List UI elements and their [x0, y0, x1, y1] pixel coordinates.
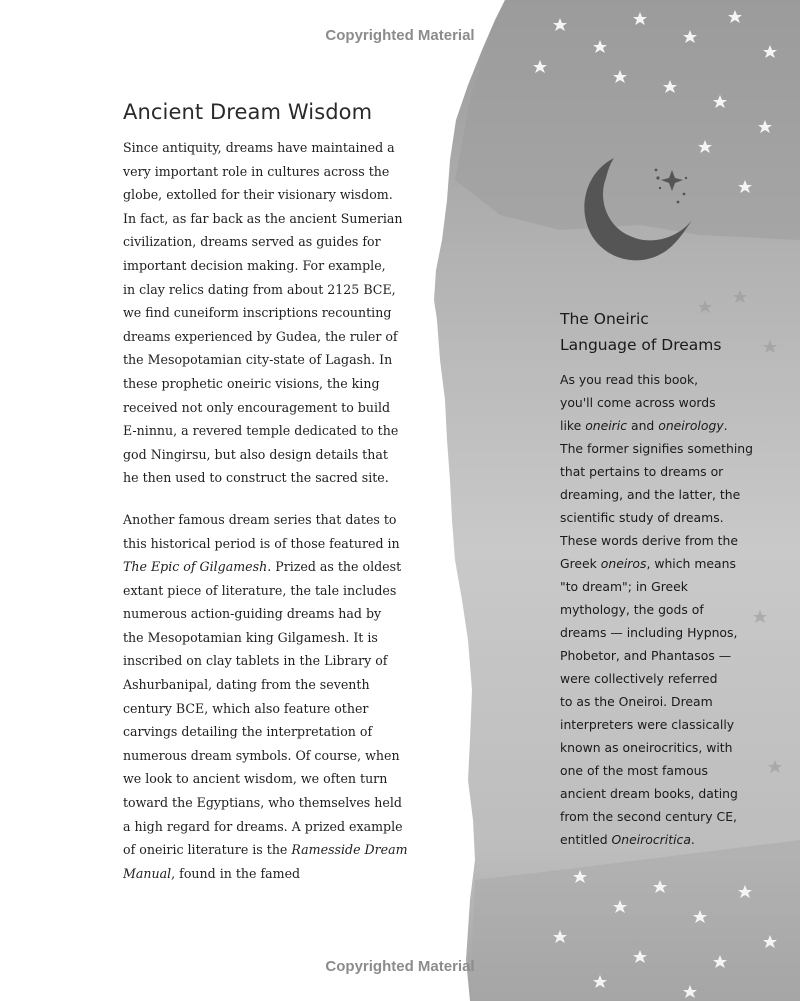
paragraph-1	[123, 136, 403, 490]
crescent-moon-icon	[574, 148, 698, 272]
text-line: toward the Egyptians, who themselves held	[123, 795, 402, 811]
text-line: numerous dream symbols. Of course, when	[123, 747, 400, 763]
book-title-oneirocritica: Oneirocritica	[611, 832, 691, 847]
text-fragment: .	[723, 418, 728, 433]
text-line: inscribed on clay tablets in the Library of	[123, 653, 388, 669]
text-line: In fact, as far back as the ancient Sumerian	[123, 210, 403, 226]
text-line: globe, extolled for their visionary wisdom.	[123, 187, 393, 203]
text-line: Since antiquity, dreams have maintained a	[123, 140, 395, 155]
text-line: received not only encouragement to build	[123, 399, 391, 415]
text-line	[560, 552, 760, 575]
text-line: extant piece of literature, the tale includes	[123, 582, 397, 598]
text-line: we look to ancient wisdom, we often turn	[123, 771, 388, 787]
text-line: important decision making. For example,	[123, 257, 386, 273]
term-oneiros: oneiros	[600, 556, 647, 571]
term-oneiric: oneiric	[585, 418, 628, 433]
copyright-watermark-top: Copyrighted Material	[325, 27, 475, 44]
text-line: dreaming, and the latter, the	[560, 487, 741, 502]
main-column	[123, 100, 408, 903]
sidebar-box	[560, 306, 760, 851]
paragraph-2	[123, 508, 408, 886]
text-line: the Mesopotamian city-state of Lagash. In	[123, 352, 393, 368]
text-line: a high regard for dreams. A prized example	[123, 818, 403, 834]
sparkle-star-icon	[655, 169, 688, 204]
text-line: mythology, the gods of	[560, 602, 704, 617]
text-line: known as oneirocritics, with	[560, 740, 733, 755]
text-fragment: like	[560, 418, 586, 433]
text-line: dreams — including Hypnos,	[560, 625, 738, 640]
text-line: ancient dream books, dating	[560, 786, 738, 801]
text-line: to as the Oneiroi. Dream	[560, 694, 713, 709]
text-fragment: . Prized as the oldest	[267, 559, 402, 575]
text-line	[560, 414, 760, 437]
text-line: scientific study of dreams.	[560, 510, 724, 525]
text-line: were collectively referred	[560, 671, 718, 686]
text-line: civilization, dreams served as guides for	[123, 234, 381, 250]
text-fragment: of oneiric literature is the	[123, 842, 292, 858]
text-line: from the second century CE,	[560, 809, 737, 824]
text-fragment: , which means	[646, 556, 736, 571]
text-line: dreams experienced by Gudea, the ruler of	[123, 328, 398, 344]
text-line: E-ninnu, a revered temple dedicated to the	[123, 423, 399, 439]
text-line: Phobetor, and Phantasos —	[560, 648, 732, 663]
text-line: these prophetic oneiric visions, the king	[123, 375, 380, 391]
text-line	[560, 828, 760, 851]
text-line: you'll come across words	[560, 395, 716, 410]
copyright-watermark-bottom: Copyrighted Material	[325, 958, 475, 975]
book-title-epic: The Epic of Gilgamesh	[123, 559, 268, 575]
text-line: the Mesopotamian king Gilgamesh. It is	[123, 629, 378, 645]
sidebar-title	[560, 306, 760, 358]
text-line: interpreters were classically	[560, 717, 735, 732]
sidebar-title-line: The Oneiric	[560, 310, 649, 328]
book-title-ramesside: Ramesside Dream	[291, 842, 408, 858]
page-title: Ancient Dream Wisdom	[123, 100, 373, 124]
text-line: Ashurbanipal, dating from the seventh	[123, 677, 370, 693]
text-line: "to dream"; in Greek	[560, 579, 688, 594]
text-line: These words derive from the	[560, 533, 738, 548]
text-line: he then used to construct the sacred site.	[123, 470, 389, 486]
text-line: one of the most famous	[560, 763, 708, 778]
text-line: numerous action-guiding dreams had by	[123, 606, 382, 622]
text-fragment: Greek	[560, 556, 601, 571]
text-line	[123, 555, 402, 579]
text-fragment: entitled	[560, 832, 612, 847]
text-line: carvings detailing the interpretation of	[123, 724, 373, 740]
text-line: As you read this book,	[560, 372, 699, 387]
text-line: that pertains to dreams or	[560, 464, 724, 479]
text-line: Another famous dream series that dates to	[123, 511, 397, 527]
text-fragment: , found in the famed	[171, 865, 301, 881]
text-fragment: and	[627, 418, 659, 433]
text-line: The former signifies something	[560, 441, 754, 456]
term-oneirology: oneirology	[658, 418, 724, 433]
sidebar-paragraph	[560, 368, 760, 851]
text-line: very important role in cultures across the	[123, 163, 390, 179]
text-line	[123, 838, 408, 862]
text-line: century BCE, which also feature other	[123, 700, 369, 716]
text-line: god Ningirsu, but also design details that	[123, 446, 388, 462]
text-line: in clay relics dating from about 2125 BCE,	[123, 281, 396, 297]
text-line: we find cuneiform inscriptions recounting	[123, 305, 392, 321]
text-line: this historical period is of those featured in	[123, 535, 400, 551]
text-line	[123, 862, 398, 886]
sidebar-title-line: Language of Dreams	[560, 336, 722, 354]
text-fragment: .	[690, 832, 695, 847]
book-title-manual: Manual	[123, 865, 172, 881]
